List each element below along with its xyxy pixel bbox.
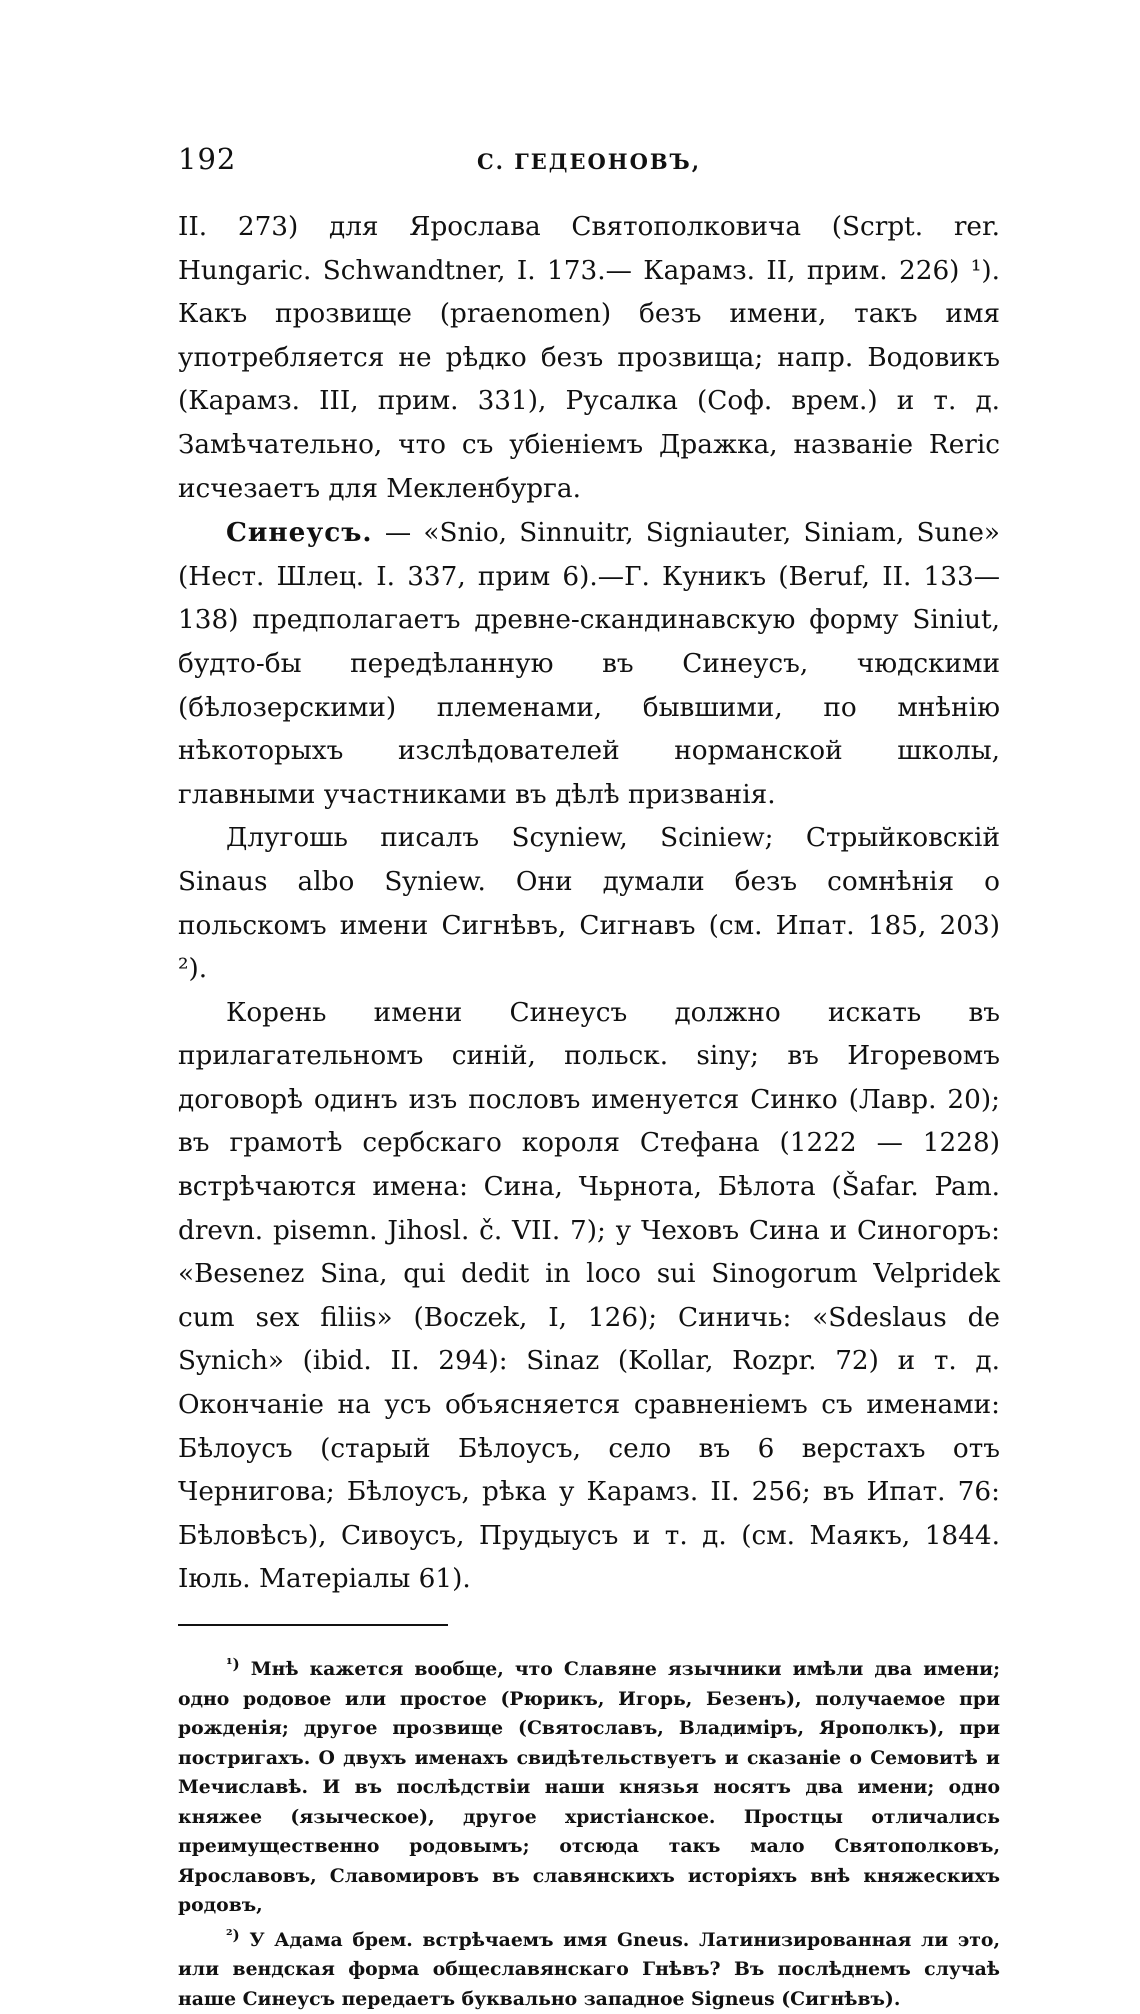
main-text [178,206,1000,1602]
paragraph-1: II. 273) для Ярослава Святополковича (Scrpt. rer. Hungaric. Schwandtner, I. 173.— Карамз. II, прим. 226) ¹). Какъ прозвище (praenomen) безъ имени, такъ имя употребляется не рѣдко безъ прозвища; напр. Водовикъ (Карамз. III, прим. 331), Русалка (Соф. врем.) и т. д. Замѣчательно, что съ убіеніемъ Дражка, названіе Reric исчезаетъ для Мекленбурга. [178,206,1000,511]
paragraph-2-text: — «Snio, Sinnuitr, Signiauter, Siniam, Sune» (Нест. Шлец. I. 337, прим 6).—Г. Куникъ (Beruf, II. 133—138) предполагаетъ древне-скандинавскую форму Siniut, будто-бы передѣланную въ Синеусъ, чюдскими (бѣлозерскими) племенами, бывшими, по мнѣнію нѣкоторыхъ изслѣдователей норманской школы, главными участниками въ дѣлѣ призванія. [178,518,1000,810]
footnote-2 [178,1921,1000,2014]
headword-sineus: Синеусъ. [226,517,373,548]
footnote-1 [178,1650,1000,1921]
paragraph-2 [178,511,1000,817]
footnotes [178,1650,1000,2014]
paragraph-4: Корень имени Синеусъ должно искать въ прилагательномъ синій, польск. siny; въ Игоревомъ договорѣ одинъ изъ пословъ именуется Синко (Лавр. 20); въ грамотѣ сербскаго короля Стефана (1222 — 1228) встрѣчаются имена: Сина, Чьрнота, Бѣлота (Šafar. Pam. drevn. pisemn. Jihosl. č. VII. 7); у Чеховъ Сина и Синогоръ: «Besenez Sina, qui dedit in loco sui Sinogorum Velpridek cum sex filiis» (Boczek, I, 126); Синичь: «Sdeslaus de Synich» (ibid. II. 294): Sinaz (Kollar, Rozpr. 72) и т. д. Окончаніе на усъ объясняется сравненіемъ съ именами: Бѣлоусъ (старый Бѣлоусъ, село въ 6 верстахъ отъ Чернигова; Бѣлоусъ, рѣка у Карамз. II. 256; въ Ипат. 76: Бѣловѣсъ), Сивоусъ, Прудыусъ и т. д. (см. Маякъ, 1844. Іюль. Матеріалы 61). [178,992,1000,1602]
footnote-1-mark: ¹) [226,1655,240,1673]
footnote-2-mark: ²) [226,1926,240,1944]
page-number: 192 [178,142,288,176]
running-head: С. ГЕДЕОНОВЪ, [288,149,1000,174]
footnote-2-text: У Адама брем. встрѣчаемъ имя Gneus. Латинизированная ли это, или вендская форма общеславянскаго Гнѣвъ? Въ послѣднемъ случаѣ наше Синеусъ передаетъ буквально западное Signeus (Сигнѣвъ). [178,1929,1000,2010]
footnote-divider [178,1624,448,1626]
footnote-1-text: Мнѣ кажется вообще, что Славяне язычники имѣли два имени; одно родовое или простое (Рюрикъ, Игорь, Безенъ), получаемое при рожденія; другое прозвище (Святославъ, Владиміръ, Ярополкъ), при постригахъ. О двухъ именахъ свидѣтельствуетъ и сказаніе о Семовитѣ и Мечиславѣ. И въ послѣдствіи наши князья носятъ два имени; одно княжее (языческое), другое христіанское. Простцы отличались преимущественно родовымъ; отсюда такъ мало Святополковъ, Ярославовъ, Славомировъ въ славянскихъ исторіяхъ внѣ княжескихъ родовъ, [178,1658,1000,1916]
page-header [178,142,1000,190]
paragraph-3: Длугошь писалъ Scyniew, Sciniew; Стрыйковскій Sinaus albo Syniew. Они думали безъ сомнѣнія о польскомъ имени Сигнѣвъ, Сигнавъ (см. Ипат. 185, 203) ²). [178,817,1000,991]
